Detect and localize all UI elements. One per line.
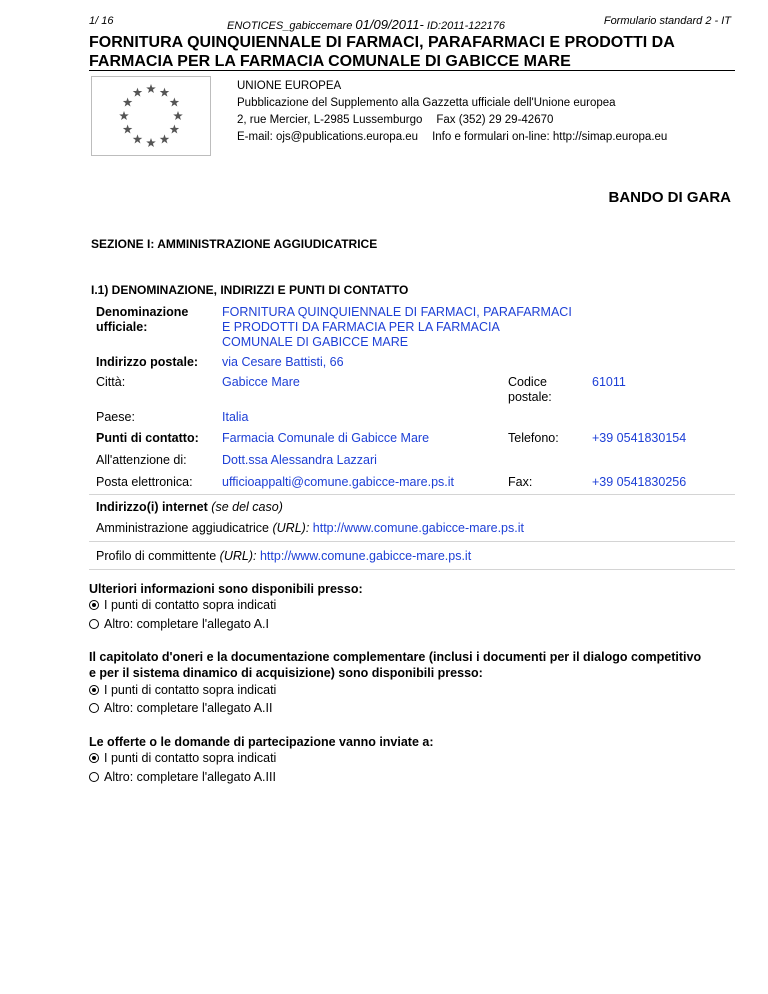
citta-value: Gabicce Mare <box>222 375 300 389</box>
question-ulteriori-informazioni: Ulteriori informazioni sono disponibili presso: <box>89 582 363 596</box>
option-altro[interactable] <box>89 770 276 784</box>
radio-empty-icon[interactable] <box>89 619 99 629</box>
row-divider <box>89 494 735 495</box>
amministrazione-url-link[interactable]: http://www.comune.gabicce-mare.ps.it <box>312 521 524 535</box>
internet-label: Indirizzo(i) internet <box>96 500 208 514</box>
option-altro[interactable] <box>89 617 269 631</box>
publication-address: 2, rue Mercier, L-2985 Lussemburgo <box>237 114 423 126</box>
punti-contatto-label: Punti di contatto: <box>96 431 199 445</box>
cap-label <box>508 375 552 405</box>
publication-address-line <box>237 112 667 129</box>
notice-title-line: FARMACIA PER LA FARMACIA COMUNALE DI GABICCE MARE <box>89 53 571 70</box>
radio-empty-icon[interactable] <box>89 772 99 782</box>
section-heading: SEZIONE I: AMMINISTRAZIONE AGGIUDICATRICE <box>91 237 378 251</box>
denominazione-label <box>96 305 188 335</box>
radio-empty-icon[interactable] <box>89 703 99 713</box>
profilo-url-row <box>96 549 471 563</box>
publication-info-link[interactable]: Info e formulari on-line: http://simap.europa.eu <box>432 131 668 143</box>
radio-selected-icon[interactable] <box>89 753 99 763</box>
url-tag: (URL): <box>219 549 257 563</box>
notice-type: BANDO DI GARA <box>608 189 731 206</box>
option-punti-contatto[interactable] <box>89 598 276 612</box>
field-value-line: E PRODOTTI DA FARMACIA PER LA FARMACIA <box>222 320 500 334</box>
document-number: ID:2011-122176 <box>426 20 505 32</box>
notice-title <box>89 33 739 71</box>
url-tag: (URL): <box>272 521 310 535</box>
publication-org: UNIONE EUROPEA <box>237 80 342 92</box>
radio-selected-icon[interactable] <box>89 600 99 610</box>
page-number: 1/ 16 <box>89 15 114 27</box>
question-line: Il capitolato d'oneri e la documentazione complementare (inclusi i documenti per il dialogo competitivo <box>89 650 702 664</box>
amministrazione-url-row <box>96 521 524 535</box>
internet-heading <box>96 500 283 514</box>
option-label: Altro: completare l'allegato A.II <box>104 701 273 715</box>
row-divider <box>89 569 735 570</box>
field-label-line: postale: <box>508 390 552 404</box>
title-divider <box>89 70 735 71</box>
attenzione-label: All'attenzione di: <box>96 453 187 467</box>
posta-elettronica-label: Posta elettronica: <box>96 475 193 489</box>
eu-stars-icon <box>92 77 210 155</box>
indirizzo-label: Indirizzo postale: <box>96 355 199 369</box>
option-label: Altro: completare l'allegato A.III <box>104 770 276 784</box>
publication-fax: Fax (352) 29 29-42670 <box>436 114 554 126</box>
option-altro[interactable] <box>89 701 272 715</box>
attenzione-value: Dott.ssa Alessandra Lazzari <box>222 453 377 467</box>
telefono-value: +39 0541830154 <box>592 431 687 445</box>
fax-value: +39 0541830256 <box>592 475 687 489</box>
indirizzo-value: via Cesare Battisti, 66 <box>222 355 344 369</box>
notice-title-line: FORNITURA QUINQUIENNALE DI FARMACI, PARAFARMACI E PRODOTTI DA <box>89 34 675 51</box>
telefono-label: Telefono: <box>508 431 559 445</box>
posta-elettronica-value[interactable]: ufficioappalti@comune.gabicce-mare.ps.it <box>222 475 455 489</box>
question-line: e per il sistema dinamico di acquisizione) sono disponibili presso: <box>89 666 483 680</box>
field-label-line: Codice <box>508 375 547 389</box>
option-label: Altro: completare l'allegato A.I <box>104 617 269 631</box>
radio-selected-icon[interactable] <box>89 685 99 695</box>
option-punti-contatto[interactable] <box>89 751 276 765</box>
publication-email: E-mail: ojs@publications.europa.eu <box>237 131 419 143</box>
field-label-line: ufficiale: <box>96 320 148 334</box>
document-prefix: ENOTICES_gabiccemare <box>227 20 353 32</box>
document-date: 01/09/2011- <box>355 17 424 32</box>
document-id <box>227 17 505 32</box>
paese-value: Italia <box>222 410 249 424</box>
subsection-heading: I.1) DENOMINAZIONE, INDIRIZZI E PUNTI DI CONTATTO <box>91 283 409 297</box>
publication-info <box>237 78 667 146</box>
option-label: I punti di contatto sopra indicati <box>104 598 277 612</box>
publication-contact-line <box>237 129 667 146</box>
eu-flag-logo <box>91 76 211 156</box>
profilo-url-link[interactable]: http://www.comune.gabicce-mare.ps.it <box>259 549 472 563</box>
amministrazione-url-label: Amministrazione aggiudicatrice <box>96 521 269 535</box>
option-label: I punti di contatto sopra indicati <box>104 683 277 697</box>
fax-label: Fax: <box>508 475 533 489</box>
option-label: I punti di contatto sopra indicati <box>104 751 277 765</box>
form-type: Formulario standard 2 - IT <box>603 15 731 27</box>
denominazione-value <box>222 305 572 350</box>
question-offerte: Le offerte o le domande di partecipazione vanno inviate a: <box>89 735 434 749</box>
punti-contatto-value: Farmacia Comunale di Gabicce Mare <box>222 431 430 445</box>
paese-label: Paese: <box>96 410 135 424</box>
field-value-line: FORNITURA QUINQUIENNALE DI FARMACI, PARAFARMACI <box>222 305 572 319</box>
citta-label: Città: <box>96 375 126 389</box>
question-capitolato <box>89 649 739 681</box>
internet-note: (se del caso) <box>211 500 283 514</box>
field-value-line: COMUNALE DI GABICCE MARE <box>222 335 409 349</box>
publication-description: Pubblicazione del Supplemento alla Gazzetta ufficiale dell'Unione europea <box>237 97 616 109</box>
field-label-line: Denominazione <box>96 305 189 319</box>
row-divider <box>89 541 735 542</box>
option-punti-contatto[interactable] <box>89 683 276 697</box>
profilo-url-label: Profilo di committente <box>96 549 217 563</box>
cap-value: 61011 <box>592 375 626 389</box>
